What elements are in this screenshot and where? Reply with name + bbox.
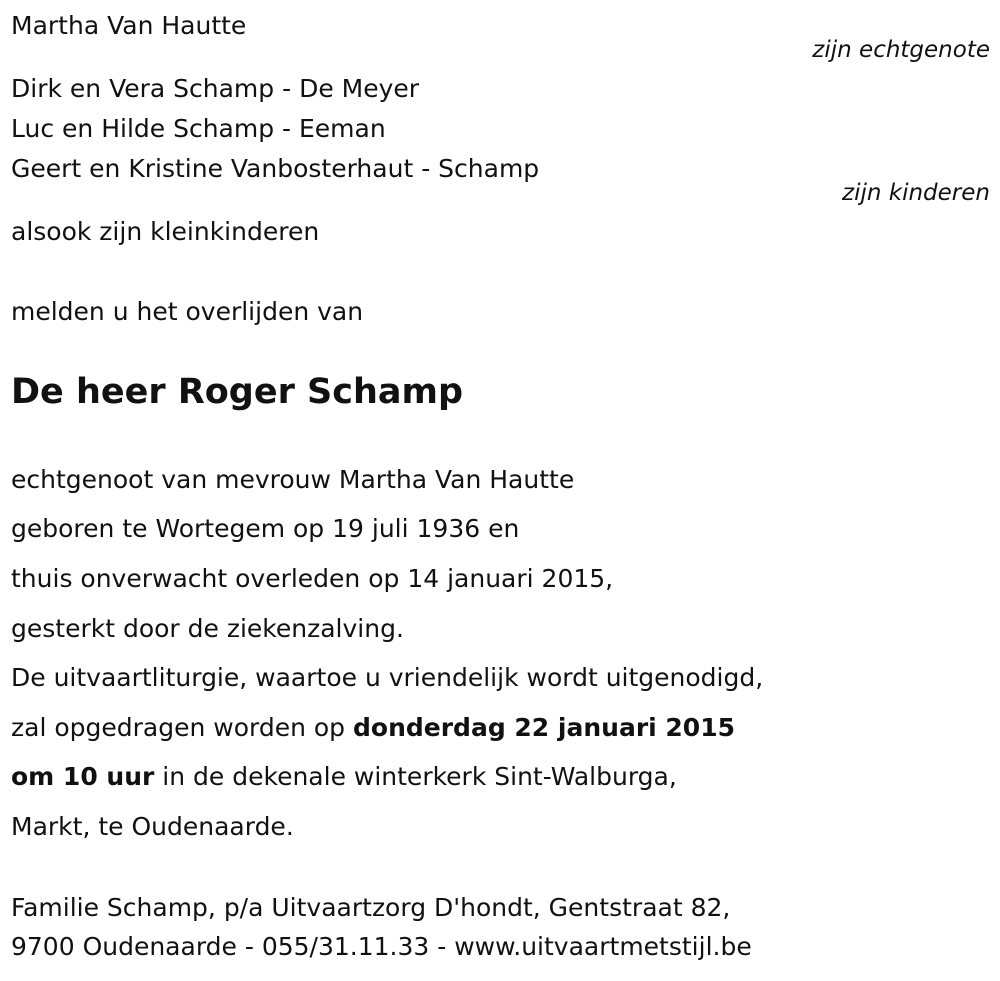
deceased-name: De heer Roger Schamp [11,372,464,412]
child-name-2: Luc en Hilde Schamp - Eeman [11,114,386,143]
spouse-name: Martha Van Hautte [11,11,247,40]
announcement-line: melden u het overlijden van [11,297,364,326]
detail-date-prefix: zal opgedragen worden op [11,713,353,742]
children-role: zijn kinderen [842,180,990,206]
grandchildren-line: alsook zijn kleinkinderen [11,217,320,246]
funeral-time: om 10 uur [11,762,155,791]
detail-date-line [11,713,735,743]
detail-birth: geboren te Wortegem op 19 juli 1936 en [11,514,520,543]
spouse-role: zijn echtgenote [812,37,990,63]
detail-death: thuis onverwacht overleden op 14 januari 2015, [11,564,614,593]
detail-sacrament: gesterkt door de ziekenzalving. [11,614,404,643]
funeral-date: donderdag 22 januari 2015 [353,713,735,742]
child-name-3: Geert en Kristine Vanbosterhaut - Schamp [11,154,540,183]
funeral-church: in de dekenale winterkerk Sint-Walburga, [154,762,677,791]
detail-time-line [11,762,677,792]
contact-line-1: Familie Schamp, p/a Uitvaartzorg D'hondt, Gentstraat 82, [11,893,731,922]
detail-location: Markt, te Oudenaarde. [11,812,294,841]
detail-spouse: echtgenoot van mevrouw Martha Van Hautte [11,465,575,494]
child-name-1: Dirk en Vera Schamp - De Meyer [11,74,420,103]
detail-liturgy: De uitvaartliturgie, waartoe u vriendelijk wordt uitgenodigd, [11,663,764,692]
contact-line-2: 9700 Oudenaarde - 055/31.11.33 - www.uitvaartmetstijl.be [11,932,752,961]
